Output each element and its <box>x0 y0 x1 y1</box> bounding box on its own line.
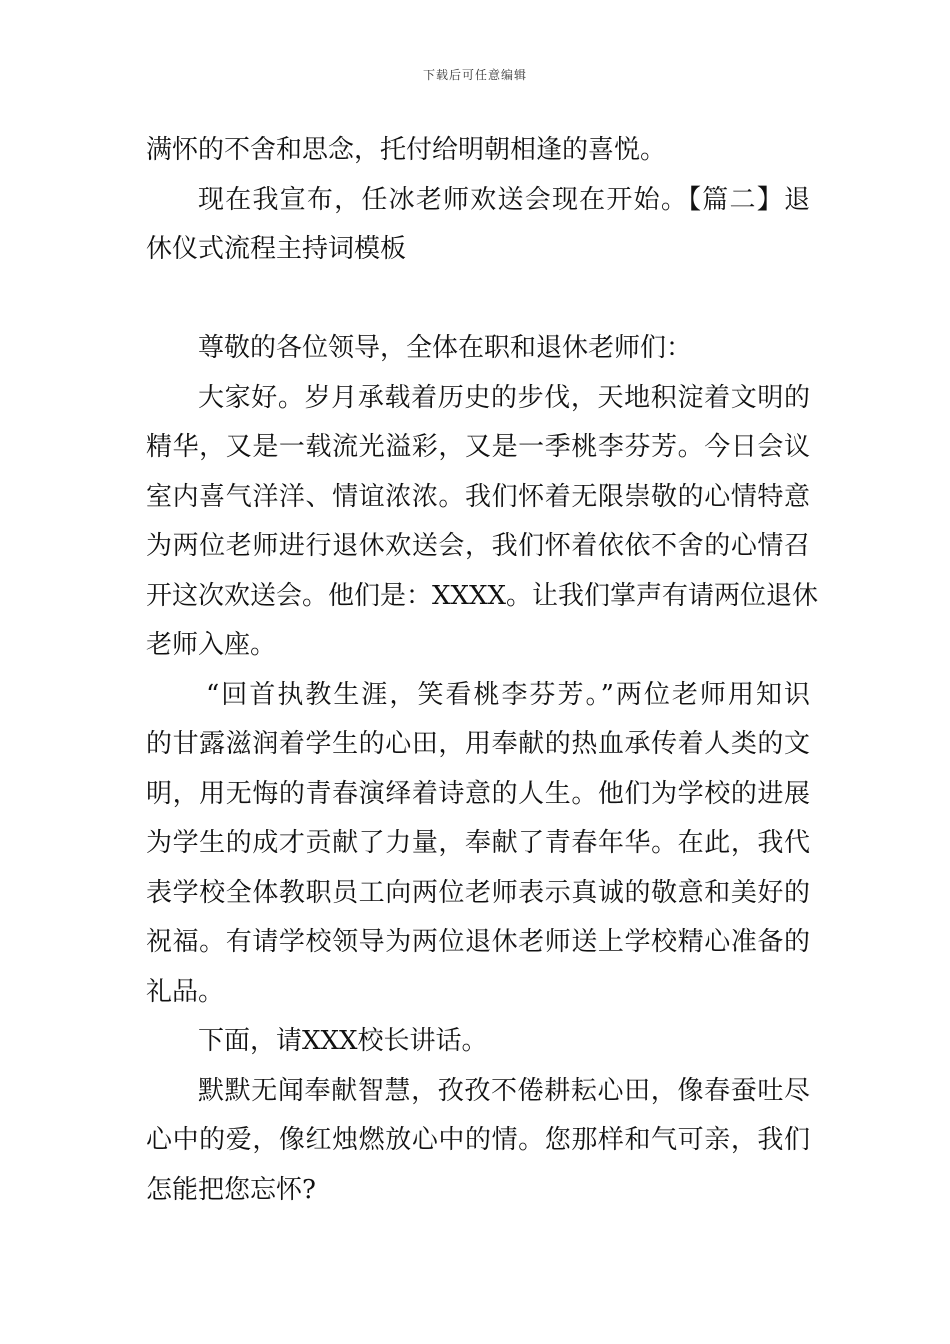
text-line: 下面，请XXX校长讲话。 <box>198 1026 488 1056</box>
text-line: 大家好。岁月承载着历史的步伐，天地积淀着文明的 <box>198 382 810 413</box>
text-line: 明，用无悔的青春演绎着诗意的人生。他们为学校的进展 <box>146 778 810 809</box>
text-line: 室内喜气洋洋、情谊浓浓。我们怀着无限崇敬的心情特意 <box>146 481 810 512</box>
text-line: 精华，又是一载流光溢彩，又是一季桃李芬芳。今日会议 <box>146 432 810 462</box>
text-line: 为学生的成才贡献了力量，奉献了青春年华。在此，我代 <box>146 828 810 858</box>
text-line: 礼品。 <box>146 976 225 1007</box>
text-line: “回首执教生涯，笑看桃李芬芳。”两位老师用知识 <box>206 679 810 710</box>
text-line: 现在我宣布，任冰老师欢送会现在开始。【篇二】退 <box>198 184 810 215</box>
text-line: 为两位老师进行退休欢送会，我们怀着依依不舍的心情召 <box>146 531 810 561</box>
text-line: 满怀的不舍和思念，托付给明朝相逢的喜悦。 <box>146 135 667 165</box>
text-line: 尊敬的各位领导，全体在职和退休老师们： <box>198 333 693 363</box>
text-line: 默默无闻奉献智慧，孜孜不倦耕耘心田，像春蚕吐尽 <box>198 1075 810 1106</box>
text-line: 老师入座。 <box>146 630 277 660</box>
text-line: 表学校全体教职员工向两位老师表示真诚的敬意和美好的 <box>146 877 810 908</box>
text-line: 开这次欢送会。他们是：XXXX。让我们掌声有请两位退休 <box>146 580 819 611</box>
text-line: 心中的爱，像红烛燃放心中的情。您那样和气可亲，我们 <box>146 1125 810 1155</box>
text-line: 怎能把您忘怀? <box>146 1174 316 1205</box>
blank-line <box>146 275 810 325</box>
text-line: 的甘露滋润着学生的心田，用奉献的热血承传着人类的文 <box>146 729 810 759</box>
text-line: 祝福。有请学校领导为两位退休老师送上学校精心准备的 <box>146 927 810 957</box>
text-line: 休仪式流程主持词模板 <box>146 234 407 264</box>
header-note: 下载后可任意编辑 <box>422 68 527 82</box>
document-body <box>146 126 819 1215</box>
